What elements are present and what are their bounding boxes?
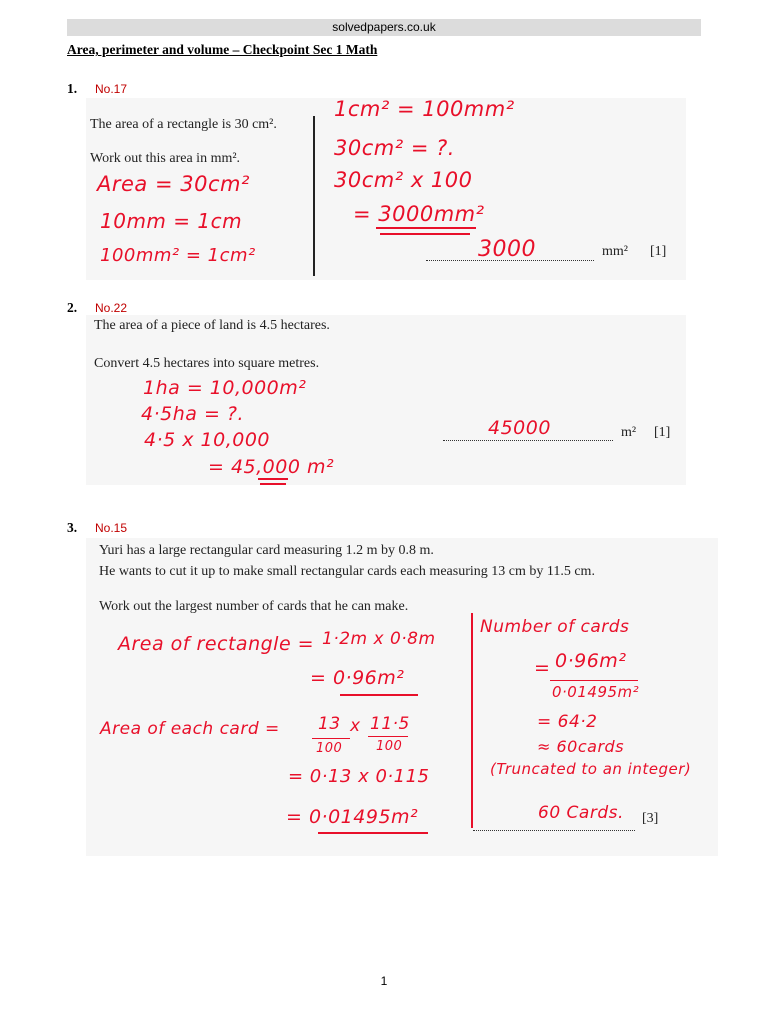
q3-area-expr: 1·2m x 0·8m bbox=[322, 629, 436, 649]
q3-area-result: = 0·96m² bbox=[310, 667, 405, 689]
page-title: Area, perimeter and volume – Checkpoint Sec 1 Math bbox=[67, 42, 378, 57]
q1-divider bbox=[313, 116, 315, 276]
q2-answer-line bbox=[443, 440, 613, 441]
q3-area-label: Area of rectangle = bbox=[118, 633, 315, 655]
question-1-tag: No.17 bbox=[95, 82, 128, 96]
q1-work-right-2: 30cm² = ?. bbox=[334, 136, 455, 160]
q3-underline-1 bbox=[340, 694, 418, 696]
question-2-text-2: Convert 4.5 hectares into square metres. bbox=[94, 356, 320, 371]
q3-card-step: = 0·13 x 0·115 bbox=[288, 766, 430, 787]
q1-answer: 3000 bbox=[478, 237, 536, 262]
q3-right-eq: = bbox=[534, 657, 551, 679]
q1-work-left-3: 100mm² = 1cm² bbox=[100, 245, 256, 266]
q3-right-title: Number of cards bbox=[480, 617, 630, 637]
question-1-number: 1. bbox=[67, 81, 78, 96]
q3-underline-2 bbox=[318, 832, 428, 834]
q1-work-right-3: 30cm² x 100 bbox=[334, 168, 473, 192]
q1-work-left-1: Area = 30cm² bbox=[97, 172, 250, 196]
q1-work-right-1: 1cm² = 100mm² bbox=[334, 97, 515, 121]
question-3-tag: No.15 bbox=[95, 521, 128, 535]
q3-card-result: = 0·01495m² bbox=[286, 806, 419, 828]
q1-underline-2 bbox=[380, 233, 470, 235]
q1-marks: [1] bbox=[650, 244, 667, 259]
q3-frac2-num: 11·5 bbox=[370, 714, 410, 734]
site-banner bbox=[67, 19, 701, 36]
q3-frac2-den: 100 bbox=[376, 739, 403, 754]
q3-right-step1: = 64·2 bbox=[537, 712, 598, 732]
q2-answer: 45000 bbox=[488, 417, 551, 439]
q3-right-step2: ≈ 60cards bbox=[537, 737, 625, 756]
q1-underline-1 bbox=[376, 227, 476, 229]
q1-answer-line bbox=[426, 260, 594, 261]
q2-work-1: 1ha = 10,000m² bbox=[143, 377, 307, 399]
q3-times: x bbox=[350, 716, 361, 736]
q3-right-den: 0·01495m² bbox=[552, 683, 640, 701]
q3-answer: 60 Cards. bbox=[538, 803, 624, 823]
question-3-text-1: Yuri has a large rectangular card measuring 1.2 m by 0.8 m. bbox=[99, 543, 434, 558]
page-number: 1 bbox=[380, 974, 388, 988]
q2-underline-1 bbox=[258, 478, 288, 480]
q3-divider bbox=[471, 613, 473, 828]
q1-work-right-4: = 3000mm² bbox=[353, 202, 485, 226]
q3-frac1-bar bbox=[312, 738, 350, 739]
q1-work-left-2: 10mm = 1cm bbox=[100, 209, 243, 233]
q3-frac1-den: 100 bbox=[316, 741, 343, 756]
q2-unit: m² bbox=[621, 425, 637, 440]
q2-work-4: = 45,000 m² bbox=[208, 456, 335, 478]
question-1-text-2: Work out this area in mm². bbox=[90, 151, 241, 166]
q3-answer-line bbox=[473, 830, 635, 831]
question-3-text-3: Work out the largest number of cards that he can make. bbox=[99, 599, 409, 614]
q2-underline-2 bbox=[260, 483, 286, 485]
question-3-text-2: He wants to cut it up to make small rectangular cards each measuring 13 cm by 11.5 cm. bbox=[99, 564, 595, 579]
q3-right-fraction-bar bbox=[550, 680, 638, 681]
q3-frac2-bar bbox=[368, 736, 408, 737]
site-name: solvedpapers.co.uk bbox=[332, 20, 436, 34]
q3-right-note: (Truncated to an integer) bbox=[490, 760, 692, 778]
question-1-text-1: The area of a rectangle is 30 cm². bbox=[90, 117, 277, 132]
q3-card-label: Area of each card = bbox=[100, 719, 280, 739]
question-2-panel bbox=[86, 315, 686, 485]
question-3-number: 3. bbox=[67, 520, 78, 535]
q3-right-num: 0·96m² bbox=[555, 650, 627, 672]
q1-unit: mm² bbox=[602, 244, 628, 259]
q2-marks: [1] bbox=[654, 425, 671, 440]
q2-work-3: 4·5 x 10,000 bbox=[144, 429, 271, 451]
q3-marks: [3] bbox=[642, 811, 659, 826]
question-2-tag: No.22 bbox=[95, 301, 128, 315]
q3-frac1-num: 13 bbox=[318, 714, 341, 734]
question-2-number: 2. bbox=[67, 300, 78, 315]
question-2-text-1: The area of a piece of land is 4.5 hectares. bbox=[94, 318, 330, 333]
q2-work-2: 4·5ha = ?. bbox=[141, 403, 245, 425]
